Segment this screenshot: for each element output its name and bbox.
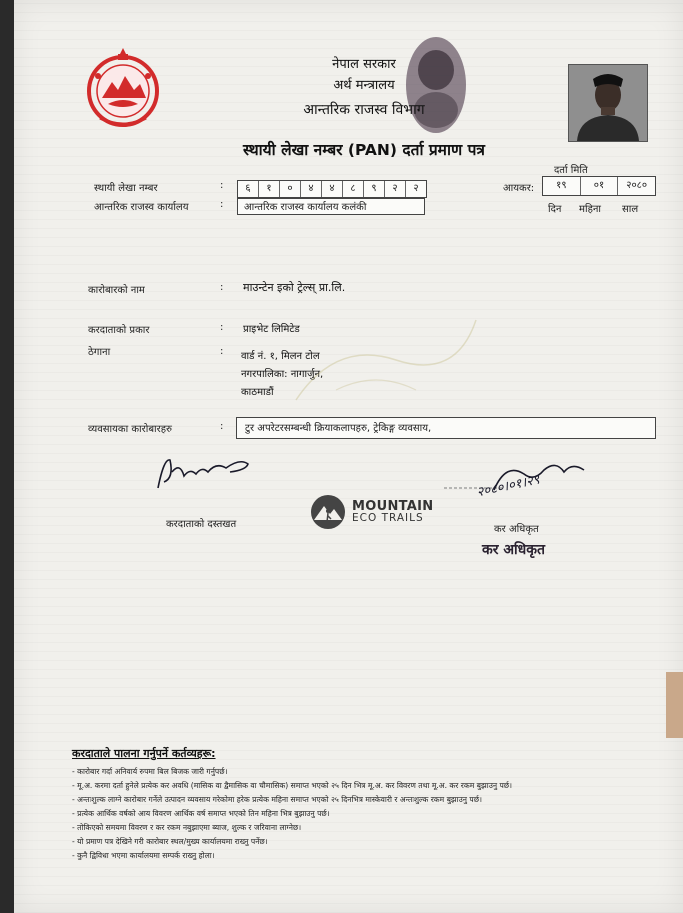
pan-label: स्थायी लेखा नम्बर: [94, 183, 158, 194]
duty-item: - कारोबार गर्दा अनिवार्य रुपमा बिल बिजक जारी गर्नुपर्छ।: [72, 767, 228, 776]
address-line-1: वार्ड नं. १, मिलन टोल: [241, 351, 320, 362]
officer-label: कर अधिकृत: [494, 524, 539, 535]
registration-date-box: [542, 176, 656, 196]
address-line-2: नगरपालिका: नागार्जुन,: [241, 369, 324, 380]
duty-item: - तोकिएको समयमा विवरण र कर रकम नबुझाएमा ब्याज, शुल्क र जरिवाना लाग्नेछ।: [72, 823, 302, 832]
taxpayer-type-value: प्राइभेट लिमिटेड: [243, 324, 300, 335]
pan-digit: १: [259, 181, 280, 197]
pan-digit: २: [385, 181, 406, 197]
pan-digit: ९: [364, 181, 385, 197]
business-activities-label: व्यवसायका कारोबारहरु: [88, 424, 173, 435]
address-label: ठेगाना: [88, 347, 111, 358]
duty-item: - प्रत्येक आर्थिक वर्षको आय विवरण आर्थिक वर्ष समाप्त भएको तिन महिना भित्र बुझाउनु पर्छ।: [72, 809, 330, 818]
pan-digit: ६: [238, 181, 259, 197]
pan-digit: ०: [280, 181, 301, 197]
month-caption: महिना: [579, 204, 602, 215]
office-label: आन्तरिक राजस्व कार्यालय: [94, 202, 189, 213]
pan-digit: ८: [343, 181, 364, 197]
business-name-label: कारोबारको नाम: [88, 285, 145, 296]
paper-clip-tab: [666, 672, 683, 738]
date-day: १९: [543, 177, 581, 195]
date-month: ०१: [581, 177, 619, 195]
duty-item: - मू.अ. करमा दर्ता हुनेले प्रत्येक कर अवधि (मासिक वा द्वैमासिक वा चौमासिक) समाप्त भएको २५ दिन भित्र मू.अ. कर विवरण तथा मू.अ. कर रकम बुझाउनु पर्छ।: [72, 781, 513, 790]
pan-digit: २: [413, 183, 419, 194]
day-caption: दिन: [548, 204, 562, 215]
pan-digit: ४: [301, 181, 322, 197]
office-value: आन्तरिक राजस्व कार्यालय कलंकी: [237, 198, 425, 215]
company-logo: [310, 492, 450, 532]
duty-item: - अन्तःशुल्क लाग्ने कारोबार गर्नेले उत्पादन व्यवसाय गरेकोमा हरेक प्रत्येक महिना समाप्त भएको २५ दिनभित्र मास्केवारी र अन्तःशुल्क रकम बुझाउनु पर्छ।: [72, 795, 482, 804]
duties-title: करदाताले पालना गर्नुपर्ने कर्तव्यहरू:: [72, 747, 216, 760]
address-line-3: काठमाडौं: [241, 387, 274, 398]
tax-type-label: आयकर:: [503, 183, 535, 194]
taxpayer-signature-label: करदाताको दस्तखत: [166, 519, 237, 530]
officer-sign-date: २०८०।०१।२९: [475, 472, 542, 501]
duty-item: - यो प्रमाण पत्र देखिने गरी कारोबार स्थल/मुख्य कार्यालयमा राख्नु पर्नेछ।: [72, 837, 268, 846]
registration-date-label: दर्ता मिति: [554, 165, 588, 176]
logo-line-2: ECO TRAILS: [352, 512, 424, 525]
certificate-page: नेपाल सरकार अर्थ मन्त्रालय आन्तरिक राजस्व विभाग स्थायी लेखा नम्बर (PAN) दर्ता प्रमाण पत्र दर्ता मिति आयकर: १९ ०१ २०८० दिन महिना साल स्थायी लेखा नम्बर : ६ १ ० ४ ४ ८ ९ २ २ आन्तरिक राजस्व कार्यालय : आन्तरिक राजस्व कार्यालय कलंकी कारोबारको नाम : माउन्टेन इको ट्रेल्स् प्रा.लि. करदाताको प्रकार : प्राइभेट लिमिटेड ठेगाना : वार्ड नं. १, मिलन टोल नगरपालिका: नागार्जुन, काठमाडौं व्यवसायका कारोबारहरु : टुर अपरेटरसम्बन्धी क्रियाकलापहरु, ट्रेकिङ्ग व्यवसाय, करदाताको दस्तखत MOUNTAIN ECO TRAILS २०८०।०१।२९ कर अधिकृत कर अधिकृत करदाताले पालना गर्नुपर्ने कर्तव्यहरू: - कारोबार गर्दा अनिवार्य रुपमा बिल बिजक जारी गर्नुपर्छ। - मू.अ. करमा दर्ता हुनेले प्रत्येक कर अवधि (मासिक वा द्वैमासिक वा चौमासिक) समाप्त भएको २५ दिन भित्र मू.अ. कर विवरण तथा मू.अ. कर रकम बुझाउनु पर्छ। - अन्तःशुल्क लाग्ने कारोबार गर्नेले उत्पादन व्यवसाय गरेकोमा हरेक प्रत्येक महिना समाप्त भएको २५ दिनभित्र मास्केवारी र अन्तःशुल्क रकम बुझाउनु पर्छ। - प्रत्येक आर्थिक वर्षको आय विवरण आर्थिक वर्ष समाप्त भएको तिन महिना भित्र बुझाउनु पर्छ। - तोकिएको समयमा विवरण र कर रकम नबुझाएमा ब्याज, शुल्क र जरिवाना लाग्नेछ। - यो प्रमाण पत्र देखिने गरी कारोबार स्थल/मुख्य कार्यालयमा राख्नु पर्नेछ। - कुनै द्विविधा भएमा कार्यालयमा सम्पर्क राख्नु होला।: [14, 0, 683, 913]
faint-scribble: [276, 300, 496, 420]
header-department: आन्तरिक राजस्व विभाग: [303, 102, 425, 118]
pan-number-box: [237, 180, 427, 198]
business-name-value: माउन्टेन इको ट्रेल्स् प्रा.लि.: [243, 281, 346, 294]
taxpayer-type-label: करदाताको प्रकार: [88, 325, 150, 336]
officer-stamp: कर अधिकृत: [482, 542, 546, 558]
logo-line-1: MOUNTAIN: [352, 498, 434, 514]
applicant-photo: [568, 64, 648, 142]
person-icon: [569, 65, 647, 141]
year-caption: साल: [622, 204, 639, 215]
pan-digit: ४: [322, 181, 343, 197]
date-year: २०८०: [626, 180, 648, 191]
mountain-hiker-icon: [310, 494, 346, 530]
duty-item: - कुनै द्विविधा भएमा कार्यालयमा सम्पर्क राख्नु होला।: [72, 851, 215, 860]
nepal-emblem-icon: [80, 46, 166, 132]
header-government: नेपाल सरकार: [332, 57, 396, 72]
taxpayer-signature: [150, 448, 260, 498]
business-activities-value: टुर अपरेटरसम्बन्धी क्रियाकलापहरु, ट्रेकिङ्ग व्यवसाय,: [236, 417, 656, 439]
header-ministry: अर्थ मन्त्रालय: [333, 78, 395, 93]
certificate-title: स्थायी लेखा नम्बर (PAN) दर्ता प्रमाण पत्र: [243, 141, 485, 159]
